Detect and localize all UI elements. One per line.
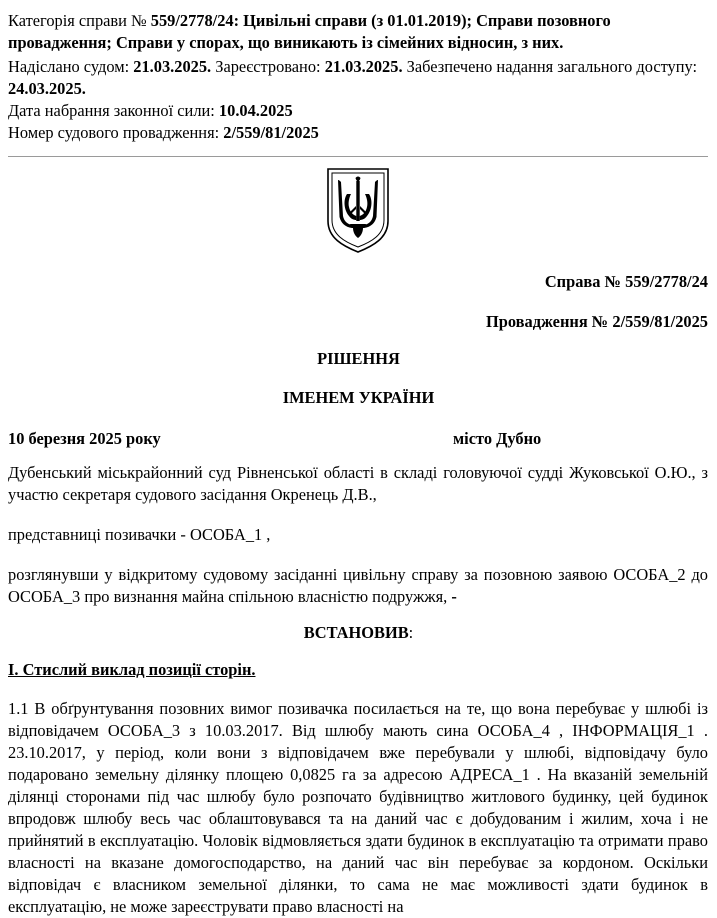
paragraph-1-1: 1.1 В обґрунтування позовних вимог позивачка посилається на те, що вона перебуває у шлюбі із відповідачем ОСОБА_3 з 10.03.2017. Від шлюбу мають сина ОСОБА_4 , ІНФОРМАЦІЯ_1 . 23.10.2017, у період, коли вони з відповідачем вже перебували у шлюбі, відповідачу було подаровано земельну ділянку площею 0,0825 га за адресою АДРЕСА_1 . На вказаній земельній ділянці сторонами під час шлюбу було розпочато будівництво житлового будинку, цей будинок впродовж шлюбу весь час облаштовувався та на даний час є добудованим і жилим, хоча і не прийнятий в експлуатацію. Чоловік відмовляється здати будинок в експлуатацію та отримати право власності на вказане домогосподарство, на даний час він перебуває за кордоном. Оскільки відповідач є власником земельної ділянки, то сама не має можливості здати будинок в експлуатацію, не може зареєструвати право власності на xyxy=(8,699,708,916)
representative-label: представниці позивачки xyxy=(8,525,177,544)
proceeding-value: 2/559/81/2025 xyxy=(223,123,319,142)
sent-value: 21.03.2025. xyxy=(133,57,212,76)
case-category xyxy=(8,10,709,54)
registered-value: 21.03.2025. xyxy=(324,57,403,76)
trident-coat-of-arms-icon xyxy=(325,166,391,254)
section-heading: I. Стислий виклад позиції сторін. xyxy=(8,660,256,679)
decision-date: 10 березня 2025 року xyxy=(8,429,161,448)
force-label: Дата набрання законної сили: xyxy=(8,101,219,120)
proceeding-number-line xyxy=(8,122,709,144)
court-composition: Дубенський міськрайонний суд Рівненської області в складі головуючої судді Жуковської О.Ю., з участю секретаря судового засідання Окренець Д.В., xyxy=(8,463,708,504)
proceeding-number: Провадження № 2/559/81/2025 xyxy=(486,312,708,331)
decision-city: місто Дубно xyxy=(453,429,542,448)
document-subtitle: ІМЕНЕМ УКРАЇНИ xyxy=(282,388,435,407)
established-heading xyxy=(0,622,717,644)
established-colon: : xyxy=(408,623,414,642)
category-label: Категорія справи № xyxy=(8,11,151,30)
considered-text: розглянувши у відкритому судовому засіданні цивільну справу за позовною заявою ОСОБА_2 до ОСОБА_3 про визнання майна спільною власністю подружжя, xyxy=(8,565,708,606)
header-divider xyxy=(8,156,708,157)
access-value: 24.03.2025. xyxy=(8,79,86,98)
considered-tail: - xyxy=(447,587,457,606)
case-number: Справа № 559/2778/24 xyxy=(544,272,708,291)
force-value: 10.04.2025 xyxy=(218,101,293,120)
considered-paragraph xyxy=(8,564,708,608)
case-metadata xyxy=(8,10,709,144)
case-dates xyxy=(8,56,709,100)
representative-name: - ОСОБА_1 , xyxy=(176,525,271,544)
legal-force-date xyxy=(8,100,709,122)
document-title: РІШЕННЯ xyxy=(317,349,400,368)
proceeding-label: Номер судового провадження: xyxy=(8,123,224,142)
representative-line xyxy=(8,524,708,546)
sent-label: Надіслано судом: xyxy=(8,57,134,76)
established-word: ВСТАНОВИВ xyxy=(303,623,409,642)
access-label: Забезпечено надання загального доступу: xyxy=(402,57,698,76)
category-value: 559/2778/24: Цивільні справи (з 01.01.2019); Справи позовного провадження; Справи у спорах, що виникають із сімейних відносин, з них. xyxy=(8,11,611,52)
registered-label: Зареєстровано: xyxy=(211,57,325,76)
